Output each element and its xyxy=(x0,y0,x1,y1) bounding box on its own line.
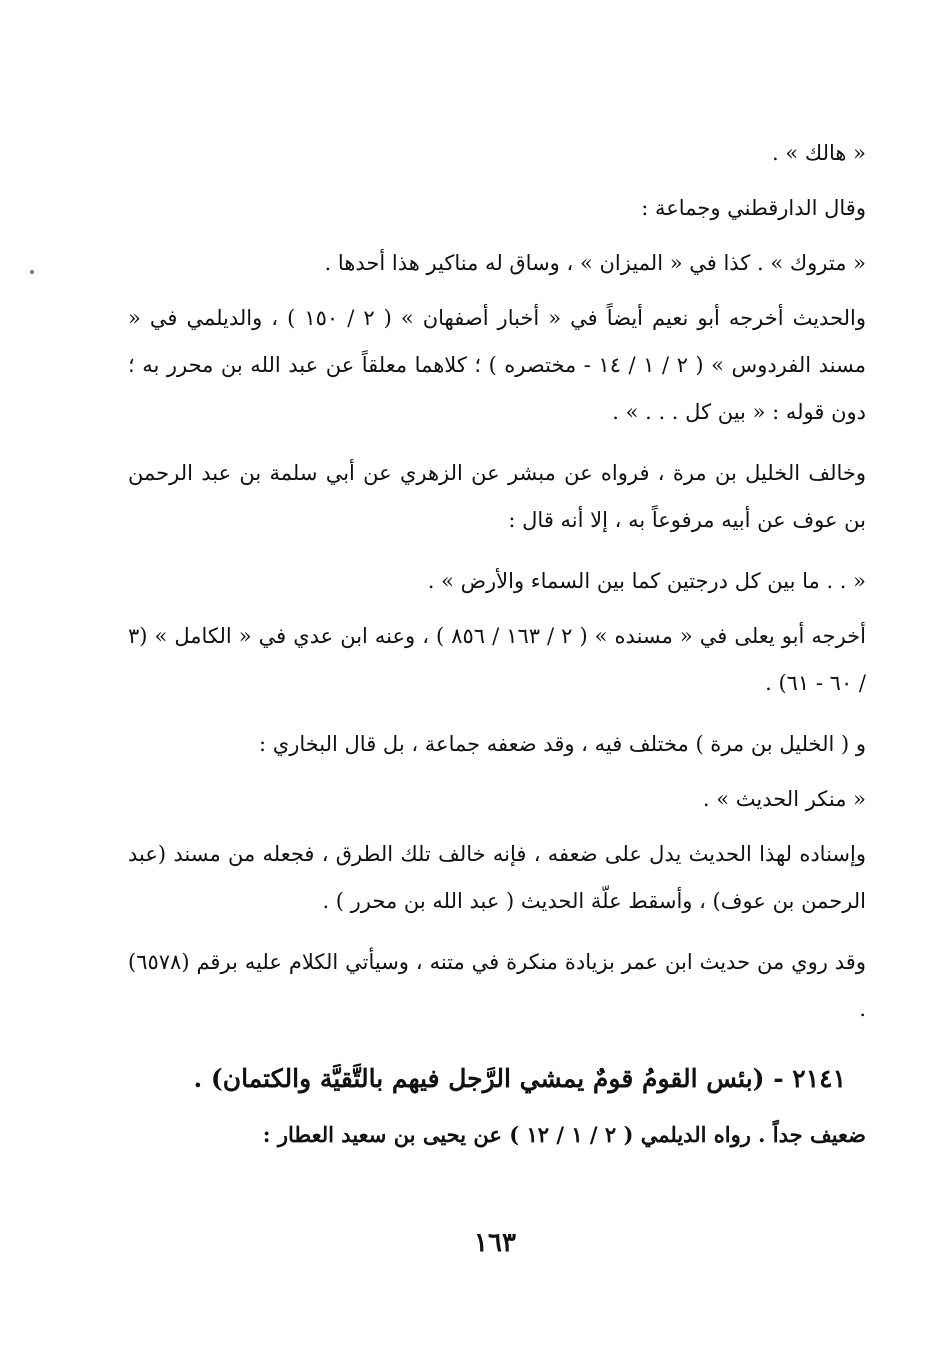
hadith-heading: ٢١٤١ - (بئس القومُ قومٌ يمشي الرَّجل فيهم بالتَّقيَّة والكتمان) . xyxy=(193,1064,846,1093)
scan-speck xyxy=(30,270,34,274)
grading-line: ضعيف جداً . رواه الديلمي ( ٢ / ١ / ١٢ ) عن يحيى بن سعيد العطار : xyxy=(262,1122,866,1147)
paragraph-ibn-umar: وقد روي من حديث ابن عمر بزيادة منكرة في متنه ، وسيأتي الكلام عليه برقم (٦٥٧٨) . xyxy=(128,950,866,1021)
page-number: ١٦٣ xyxy=(474,1228,516,1258)
paragraph-khalil-mukhtalaf: و ( الخليل بن مرة ) مختلف فيه ، وقد ضعفه جماعة ، بل قال البخاري : xyxy=(259,732,866,756)
paragraph-halik: « هالك » . xyxy=(772,141,866,165)
paragraph-khalil-bin-murrah: وخالف الخليل بن مرة ، فرواه عن مبشر عن الزهري عن أبي سلمة بن عبد الرحمن بن عوف عن أبيه مرفوعاً به ، إلا أنه قال : xyxy=(128,461,866,532)
paragraph-isnad: وإسناده لهذا الحديث يدل على ضعفه ، فإنه خالف تلك الطرق ، فجعله من مسند (عبد الرحمن بن عوف) ، وأسقط علّة الحديث ( عبد الله بن محرر ) . xyxy=(128,842,866,913)
paragraph-matruk: « متروك » . كذا في « الميزان » ، وساق له مناكير هذا أحدها . xyxy=(324,251,866,275)
paragraph-abu-nuaym: والحديث أخرجه أبو نعيم أيضاً في « أخبار أصفهان » ( ٢ / ١٥٠ ) ، والديلمي في « مسند الفردوس » ( ٢ / ١ / ١٤ - مختصره ) ؛ كلاهما معلقاً عن عبد الله بن محرر به ؛ دون قوله : « بين كل . . . » . xyxy=(128,306,867,424)
paragraph-daraqutni: وقال الدارقطني وجماعة : xyxy=(641,196,866,220)
paragraph-munkar-al-hadith: « منكر الحديث » . xyxy=(702,787,866,811)
paragraph-quote-darajatayn: « . . ما بين كل درجتين كما بين السماء والأرض » . xyxy=(427,569,866,593)
paragraph-abu-yala: أخرجه أبو يعلى في « مسنده » ( ٢ / ١٦٣ / ٨٥٦ ) ، وعنه ابن عدي في « الكامل » (٣ / ٦٠ - ٦١) . xyxy=(128,624,866,695)
page-content xyxy=(128,130,866,1158)
